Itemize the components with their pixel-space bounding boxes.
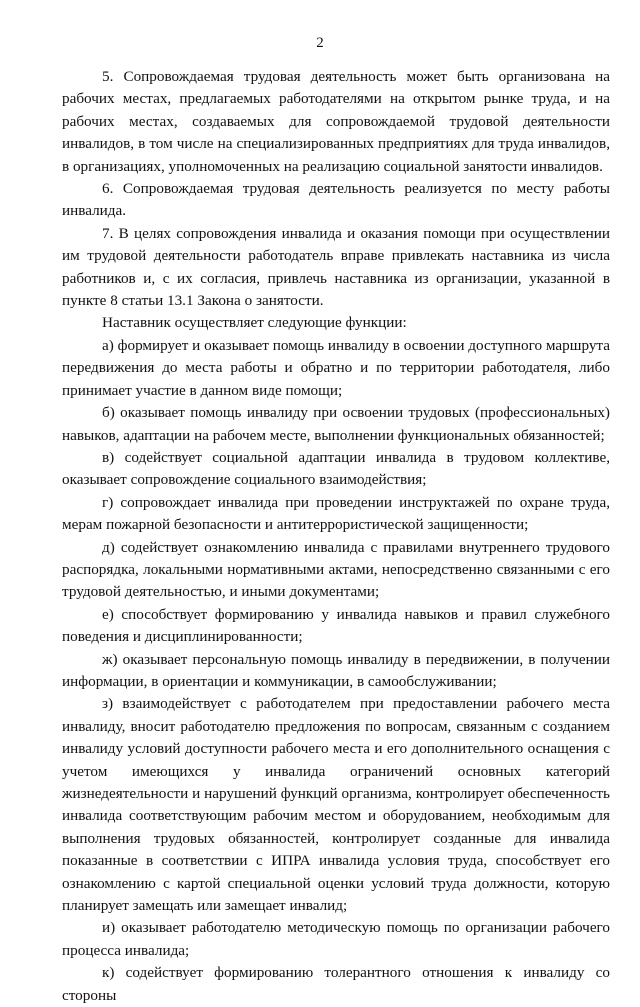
mentor-functions-heading: Наставник осуществляет следующие функции: xyxy=(102,314,407,332)
paragraph-item-5: 5. Сопровождаемая трудовая деятельность может быть организована на рабочих местах, предлагаемых работодателями на открытом рынке труда, и на рабочих местах, создаваемых для сопровождаемой трудовой деятельности инвалидов, в том числе на специализированных предприятиях для труда инвалидов, в организациях, уполномоченных на реализацию социальной занятости инвалидов. xyxy=(62,68,610,175)
function-z: з) взаимодействует с работодателем при предоставлении рабочего места инвалиду, вносит работодателю предложения по вопросам, связанным с созданием инвалиду условий доступности рабочего места и его дополнительного оснащения с учетом имеющихся у инвалида ограничений основных категорий жизнедеятельности и нарушений функций организма, контролирует обеспеченность инвалида соответствующим рабочим местом и оборудованием, необходимым для выполнения трудовых обязанностей, контролирует созданные для инвалида показанные в соответствии с ИПРА инвалида условия труда, способствует его ознакомлению с картой специальной оценки условий труда должности, которую планирует замещать или замещает инвалид; xyxy=(62,695,610,915)
function-zh: ж) оказывает персональную помощь инвалиду в передвижении, в получении информации, в ориентации и коммуникации, в самообслуживании; xyxy=(62,650,610,690)
page-number: 2 xyxy=(316,35,324,51)
function-g: г) сопровождает инвалида при проведении инструктажей по охране труда, мерам пожарной безопасности и антитеррористической защищенности; xyxy=(62,493,610,534)
function-v: в) содействует социальной адаптации инвалида в трудовом коллективе, оказывает сопровождение социального взаимодействия; xyxy=(62,448,610,489)
document-body xyxy=(62,66,610,1007)
function-a: а) формирует и оказывает помощь инвалиду в освоении доступного маршрута передвижения до места работы и обратно и по территории работодателя, либо принимает участие в данном виде помощи; xyxy=(62,336,610,399)
function-d: д) содействует ознакомлению инвалида с правилами внутреннего трудового распорядка, локальными нормативными актами, непосредственно связанными с его трудовой деятельностью, и иными документами; xyxy=(62,538,610,601)
function-k: к) содействует формированию толерантного отношения к инвалиду со стороны xyxy=(62,964,610,1004)
function-b: б) оказывает помощь инвалиду при освоении трудовых (профессиональных) навыков, адаптации на рабочем месте, выполнении функциональных обязанностей; xyxy=(62,404,610,444)
function-e: е) способствует формированию у инвалида навыков и правил служебного поведения и дисциплинированности; xyxy=(62,605,610,646)
paragraph-item-6: 6. Сопровождаемая трудовая деятельность реализуется по месту работы инвалида. xyxy=(62,180,610,220)
function-i: и) оказывает работодателю методическую помощь по организации рабочего процесса инвалида; xyxy=(62,919,610,959)
paragraph-item-7: 7. В целях сопровождения инвалида и оказания помощи при осуществлении им трудовой деятельности работодатель вправе привлекать наставника из числа работников и, с их согласия, привлечь наставника из организации, указанной в пункте 8 статьи 13.1 Закона о занятости. xyxy=(62,224,610,310)
